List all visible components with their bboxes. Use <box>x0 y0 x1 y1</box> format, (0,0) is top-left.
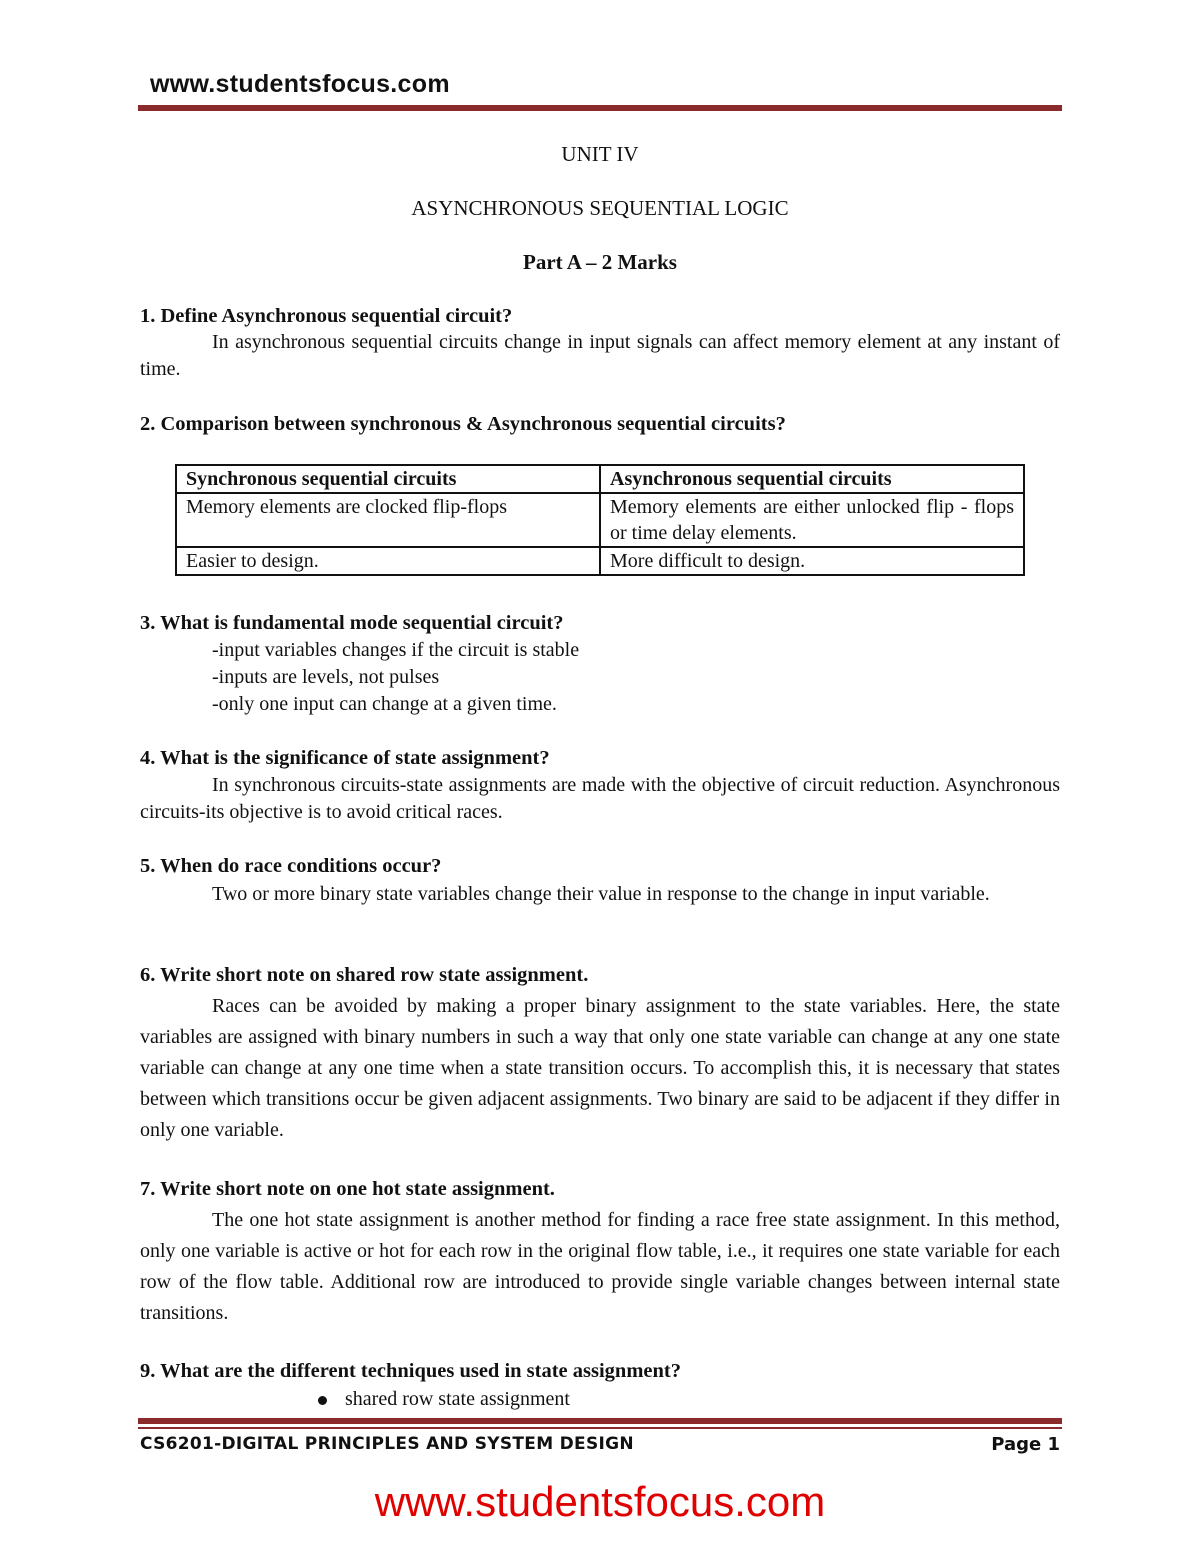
watermark-url: www.studentsfocus.com <box>374 1478 826 1525</box>
q5-question: 5. When do race conditions occur? <box>140 855 442 877</box>
part-title: Part A – 2 Marks <box>523 250 677 274</box>
bullet-icon <box>318 1396 327 1405</box>
unit-title: UNIT IV <box>561 142 639 166</box>
q7-answer: The one hot state assignment is another method for finding a race free state assignment. In this method, only one variable is active or hot for each row in the original flow table, i.e., it requires one state variable for each row of the flow table. Additional row are introduced to provide single variable changes between internal state transitions. <box>140 1209 1060 1324</box>
footer-rule <box>138 1418 1062 1424</box>
table-cell: More difficult to design. <box>600 547 1024 575</box>
subject-title: ASYNCHRONOUS SEQUENTIAL LOGIC <box>411 196 789 220</box>
q5-answer: Two or more binary state variables change their value in response to the change in input variable. <box>212 883 990 905</box>
q2-question: 2. Comparison between synchronous & Asynchronous sequential circuits? <box>140 413 786 435</box>
q4-question: 4. What is the significance of state assignment? <box>140 747 550 769</box>
table-cell: Memory elements are clocked flip-flops <box>176 493 600 547</box>
table-cell: Easier to design. <box>176 547 600 575</box>
q6-question: 6. Write short note on shared row state assignment. <box>140 964 589 986</box>
comparison-table <box>175 464 1025 576</box>
table-cell: Memory elements are either unlocked flip - flops or time delay elements. <box>600 493 1024 547</box>
footer-rule-thin <box>138 1427 1062 1429</box>
q1-question: 1. Define Asynchronous sequential circuit? <box>140 305 513 327</box>
q9-bullet-text: shared row state assignment <box>345 1388 570 1410</box>
q3-line: -inputs are levels, not pulses <box>212 666 440 688</box>
q7-question: 7. Write short note on one hot state assignment. <box>140 1178 555 1200</box>
q3-question: 3. What is fundamental mode sequential circuit? <box>140 612 564 634</box>
table-header-cell: Synchronous sequential circuits <box>176 465 600 493</box>
q9-question: 9. What are the different techniques used in state assignment? <box>140 1360 681 1382</box>
q1-answer: In asynchronous sequential circuits change in input signals can affect memory element at any instant of time. <box>140 331 1060 380</box>
header-rule <box>138 105 1062 111</box>
table-row <box>176 493 1024 547</box>
q4-answer: In synchronous circuits-state assignments are made with the objective of circuit reduction. Asynchronous circuits-its objective is to avoid critical races. <box>140 774 1060 823</box>
table-header-cell: Asynchronous sequential circuits <box>600 465 1024 493</box>
q3-line: -only one input can change at a given time. <box>212 693 557 715</box>
header-site-url: www.studentsfocus.com <box>150 70 450 98</box>
table-row <box>176 547 1024 575</box>
q3-line: -input variables changes if the circuit is stable <box>212 639 580 661</box>
q6-answer: Races can be avoided by making a proper binary assignment to the state variables. Here, the state variables are assigned with binary numbers in such a way that only one state variable can change at any one state variable can change at any one time when a state transition occurs. To accomplish this, it is necessary that states between which transitions occur be given adjacent assignments. Two binary are said to be adjacent if they differ in only one variable. <box>140 995 1060 1141</box>
table-header-row <box>176 465 1024 493</box>
footer-course: CS6201-DIGITAL PRINCIPLES AND SYSTEM DESIGN <box>140 1434 634 1454</box>
footer-page-number: Page 1 <box>991 1434 1060 1455</box>
q9-bullet-item <box>318 1388 570 1411</box>
